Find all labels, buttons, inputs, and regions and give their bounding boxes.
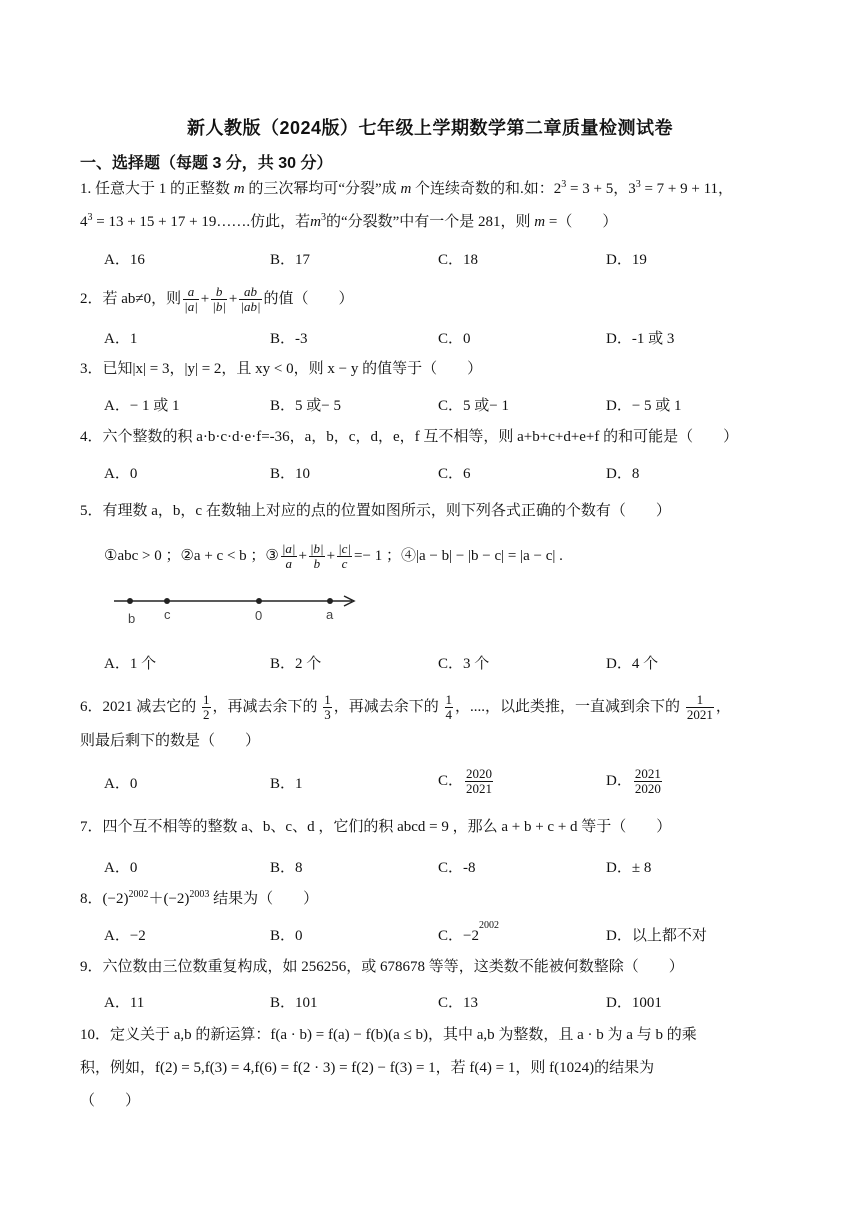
q9-option-d: D．1001	[606, 995, 662, 1011]
point-c	[164, 598, 170, 604]
q7-option-a: A．0	[104, 860, 138, 876]
q2-option-a: A．1	[104, 331, 138, 347]
fraction: $\frac{1}{3}$	[324, 692, 331, 723]
q3-option-b: B．5 或− 5	[270, 398, 341, 414]
q4-option-d: D．8	[606, 466, 640, 482]
question-3: 3．已知|x| = 3，|y| = 2，且 xy < 0，则 x − y 的值等于（ ）	[80, 361, 483, 377]
question-10-line-2: 积，例如，f(2) = 5,f(3) = 4,f(6) = f(2 · 3) = f(2) − f(3) = 1，若 f(4) = 1，则 f(1024)的结果为	[80, 1060, 655, 1076]
q9-option-b: B．101	[270, 995, 318, 1011]
q5-option-d: D．4 个	[606, 656, 659, 672]
q2-option-c: C．0	[438, 331, 471, 347]
question-1-line-2: $4^3 = 13 + 15 + 17$ + 19…….仿此，若$m^3$的“分裂数”中有一个是 281，则 m =（ ）	[80, 212, 618, 230]
q9-option-a: A．11	[104, 995, 145, 1011]
q5-option-a: A．1 个	[104, 656, 157, 672]
fraction: $\frac{a}{|a|}$	[184, 284, 198, 315]
q8-option-c: C．$-2^{2002}$	[438, 920, 499, 944]
label-0: 0	[255, 608, 263, 623]
fraction: $\frac{|b|}{b}$	[309, 541, 324, 572]
q6-option-c: C． $\frac{2020}{2021}$	[438, 766, 493, 797]
q3-option-a: A．− 1 或 1	[104, 398, 180, 414]
fraction: $\frac{|a|}{a}$	[281, 541, 296, 572]
label-a: a	[326, 607, 334, 622]
q8-option-a: A．−2	[104, 928, 146, 944]
q3-option-c: C．5 或− 1	[438, 398, 509, 414]
fraction: $\frac{2020}{2021}$	[466, 766, 493, 797]
q6-option-a: A．0	[104, 776, 138, 792]
question-8: 8．$(-2)^{2002}+(-2)^{2003}$ 结果为（ ）	[80, 889, 319, 907]
page-title: 新人教版（2024版）七年级上学期数学第二章质量检测试卷	[186, 118, 674, 138]
q7-option-d: D．± 8	[606, 860, 652, 876]
label-c: c	[164, 607, 171, 622]
q1-option-a: A．16	[104, 252, 145, 268]
fraction: $\frac{1}{2021}$	[686, 692, 713, 723]
point-a	[327, 598, 333, 604]
question-4: 4．六个整数的积 a·b·c·d·e·f=-36，a，b，c，d，e，f 互不相等，则 a+b+c+d+e+f 的和可能是（ ）	[80, 429, 739, 445]
q6-option-d: D． $\frac{2021}{2020}$	[606, 766, 661, 797]
point-b	[127, 598, 133, 604]
q5-option-c: C．3 个	[438, 656, 490, 672]
number-line-figure	[112, 590, 362, 630]
q8-option-b: B．0	[270, 928, 303, 944]
section-heading: 一、选择题（每题 3 分，共 30 分）	[80, 155, 333, 172]
q6-option-b: B．1	[270, 776, 303, 792]
q8-option-d: D．以上都不对	[606, 928, 707, 944]
point-0	[256, 598, 262, 604]
question-10-line-1: 10．定义关于 a,b 的新运算：f(a · b) = f(a) − f(b)(a ≤ b)，其中 a,b 为整数，且 a · b 为 a 与 b 的乘	[80, 1027, 697, 1043]
q9-option-c: C．13	[438, 995, 479, 1011]
q1-option-d: D．19	[606, 252, 647, 268]
question-6-line-1: 6．2021 减去它的 $\frac{1}{2}$ ，再减去余下的 $\frac{1}{3}$ ，再减去余下的 $\frac{1}{4}$ ，....，以此类推，一直减到余下的 $\frac{1}{2021}$ ，	[80, 692, 731, 723]
question-1-line-1: 1. 任意大于 1 的正整数 m 的三次幂均可“分裂”成 m 个连续奇数的和.如：$2^3 = 3 + 5$，$3^3 = 7 + 9 + 11$，	[80, 179, 734, 197]
question-9: 9．六位数由三位数重复构成，如 256256，或 678678 等等，这类数不能被何数整除（ ）	[80, 959, 684, 975]
q2-option-d: D．-1 或 3	[606, 331, 675, 347]
q4-option-c: C．6	[438, 466, 471, 482]
fraction: $\frac{1}{2}$	[203, 692, 210, 723]
question-7: 7．四个互不相等的整数 a、b、c、d ，它们的积 abcd = 9 ，那么 a + b + c + d 等于（ ）	[80, 819, 672, 835]
q3-option-d: D．− 5 或 1	[606, 398, 682, 414]
q4-option-a: A．0	[104, 466, 138, 482]
q7-option-b: B．8	[270, 860, 303, 876]
question-10-line-3: （ ）	[80, 1093, 141, 1109]
fraction: $\frac{ab}{|ab|}$	[240, 284, 261, 315]
question-5-statements: ①abc > 0 ；②a + c < b ；③ $\frac{|a|}{a}$ + $\frac{|b|}{b}$ + $\frac{|c|}{c}$ =− 1 ；④|a − b| − |b − c| = |a − c| .	[104, 541, 563, 572]
fraction: $\frac{2021}{2020}$	[634, 766, 661, 797]
fraction: $\frac{1}{4}$	[445, 692, 453, 723]
question-2: 2．若 ab≠0，则 $\frac{a}{|a|}$ + $\frac{b}{|b|}$ + $\frac{ab}{|ab|}$ 的值（ ）	[80, 284, 354, 315]
fraction: $\frac{b}{|b|}$	[212, 284, 226, 315]
fraction: $\frac{|c|}{c}$	[338, 541, 352, 572]
question-5: 5．有理数 a，b，c 在数轴上对应的点的位置如图所示，则下列各式正确的个数有（ ）	[80, 503, 671, 519]
q1-option-c: C．18	[438, 252, 479, 268]
q7-option-c: C．-8	[438, 860, 476, 876]
q4-option-b: B．10	[270, 466, 311, 482]
q5-option-b: B．2 个	[270, 656, 322, 672]
question-6-line-2: 则最后剩下的数是（ ）	[80, 733, 261, 749]
q2-option-b: B．-3	[270, 331, 308, 347]
q1-option-b: B．17	[270, 252, 311, 268]
label-b: b	[128, 611, 136, 626]
